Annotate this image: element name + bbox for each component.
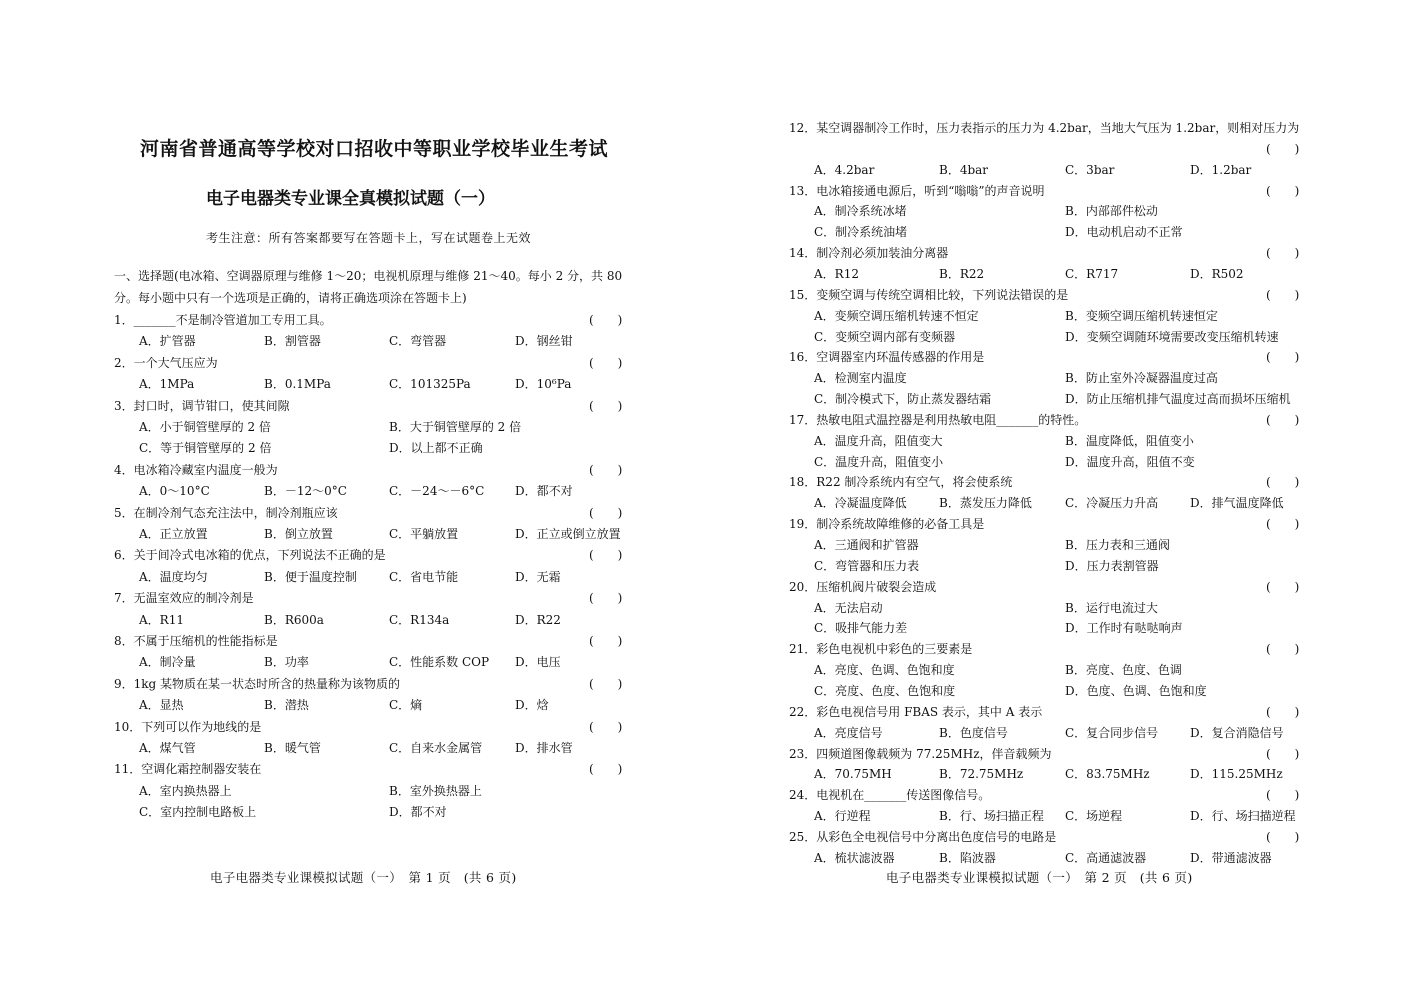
option-d: D．防止压缩机排气温度过高而损坏压缩机	[1065, 392, 1291, 407]
question-stem: 18．R22 制冷系统内有空气，将会使系统	[789, 475, 1013, 490]
section-instructions-line1: 一、选择题(电冰箱、空调器原理与维修 1～20；电视机原理与维修 21～40。每小 2 分，共 80	[114, 269, 623, 283]
option-a: A．R12	[814, 266, 859, 281]
question-stem: 6．关于间冷式电冰箱的优点，下列说法不正确的是	[114, 548, 386, 563]
option-b: B．R600a	[264, 612, 324, 627]
option-d: D．1.2bar	[1190, 162, 1252, 177]
option-c: C．制冷系统油堵	[814, 225, 908, 240]
answer-parentheses: ( )	[1266, 246, 1300, 261]
question-stem: 4．电冰箱冷藏室内温度一般为	[114, 462, 278, 477]
answer-parentheses: ( )	[1266, 412, 1300, 427]
option-d: D．正立或倒立放置	[515, 527, 621, 541]
option-b: B．功率	[264, 655, 309, 670]
question-stem: 1．_______不是制冷管道加工专用工具。	[114, 313, 332, 327]
option-a: A．70.75MH	[814, 767, 892, 782]
answer-parentheses: ( )	[1266, 141, 1300, 156]
question-stem: 24．电视机在_______传送图像信号。	[789, 788, 991, 803]
option-d: D．R22	[515, 612, 561, 627]
option-b: B．4bar	[939, 162, 989, 177]
answer-parentheses: ( )	[1266, 517, 1300, 532]
option-c: C．101325Pa	[389, 377, 471, 392]
answer-parentheses: ( )	[1266, 579, 1300, 594]
option-d: D．10⁶Pa	[515, 377, 572, 392]
option-d: D．无霜	[515, 569, 561, 584]
answer-parentheses: ( )	[1266, 788, 1300, 803]
answer-parentheses: ( )	[589, 676, 623, 691]
option-d: D．工作时有哒哒响声	[1065, 621, 1183, 636]
answer-parentheses: ( )	[1266, 642, 1300, 657]
option-c: C．－24～－6°C	[389, 484, 485, 499]
option-c: C．性能系数 COP	[389, 655, 490, 670]
option-b: B．行、场扫描正程	[939, 809, 1044, 824]
answer-parentheses: ( )	[1266, 350, 1300, 365]
option-a: A．变频空调压缩机转速不恒定	[814, 308, 979, 323]
option-a: A．小于铜管壁厚的 2 倍	[139, 420, 271, 434]
question-stem: 13．电冰箱接通电源后，听到“嗡嗡”的声音说明	[789, 183, 1045, 198]
question-stem: 22．彩色电视信号用 FBAS 表示，其中 A 表示	[789, 704, 1043, 719]
option-b: B．运行电流过大	[1065, 600, 1158, 615]
option-d: D．都不对	[389, 805, 447, 820]
option-b: B．蒸发压力降低	[939, 496, 1032, 511]
option-a: A．正立放置	[139, 527, 208, 541]
answer-parentheses: ( )	[589, 398, 623, 413]
option-b: B．0.1MPa	[264, 377, 331, 392]
answer-parentheses: ( )	[589, 634, 623, 648]
option-d: D．行、场扫描逆程	[1190, 809, 1296, 824]
question-stem: 23．四频道图像载频为 77.25MHz，伴音载频为	[789, 746, 1052, 761]
option-c: C．自来水金属管	[389, 741, 483, 755]
section-instructions-line2: 分。每小题中只有一个选项是正确的，请将正确选项涂在答题卡上)	[114, 291, 467, 305]
option-a: A．0～10°C	[139, 484, 210, 499]
question-stem: 16．空调器室内环温传感器的作用是	[789, 350, 985, 365]
option-a: A．冷凝温度降低	[814, 496, 907, 511]
option-d: D．都不对	[515, 484, 573, 499]
option-c: C．亮度、色度、色饱和度	[814, 683, 956, 698]
question-stem: 10．下列可以作为地线的是	[114, 719, 262, 734]
option-d: D．焓	[515, 698, 549, 713]
option-a: A．检测室内温度	[814, 371, 907, 386]
answer-parentheses: ( )	[589, 719, 623, 734]
option-c: C．场逆程	[1065, 809, 1123, 824]
option-b: B．温度降低，阻值变小	[1065, 433, 1194, 448]
option-b: B．亮度、色度、色调	[1065, 663, 1182, 678]
option-c: C．高通滤波器	[1065, 850, 1147, 865]
option-b: B．72.75MHz	[939, 767, 1024, 782]
option-b: B．便于温度控制	[264, 569, 357, 584]
question-stem: 11．空调化霜控制器安装在	[114, 762, 262, 777]
option-a: A．显热	[139, 698, 184, 713]
answer-parentheses: ( )	[589, 313, 623, 327]
option-d: D．R502	[1190, 266, 1244, 281]
option-a: A．4.2bar	[814, 162, 875, 177]
option-c: C．83.75MHz	[1065, 767, 1150, 782]
option-d: D．115.25MHz	[1190, 767, 1283, 782]
option-b: B．色度信号	[939, 725, 1008, 740]
option-b: B．变频空调压缩机转速恒定	[1065, 308, 1218, 323]
option-a: A．扩管器	[139, 334, 196, 349]
option-c: C．省电节能	[389, 569, 459, 584]
option-d: D．压力表割管器	[1065, 558, 1159, 573]
answer-parentheses: ( )	[1266, 704, 1300, 719]
option-d: D．色度、色调、色饱和度	[1065, 683, 1207, 698]
question-stem: 20．压缩机阀片破裂会造成	[789, 579, 937, 594]
option-b: B．潜热	[264, 698, 309, 713]
answer-parentheses: ( )	[1266, 183, 1300, 198]
option-c: C．复合同步信号	[1065, 725, 1159, 740]
question-stem: 19．制冷系统故障维修的必备工具是	[789, 517, 985, 532]
option-d: D．复合消隐信号	[1190, 725, 1284, 740]
option-b: B．倒立放置	[264, 527, 333, 541]
option-c: C．熵	[389, 698, 423, 713]
option-c: C．变频空调内部有变频器	[814, 329, 956, 344]
option-a: A．温度升高，阻值变大	[814, 433, 943, 448]
question-stem: 17．热敏电阻式温控器是利用热敏电阻_______的特性。	[789, 412, 1087, 427]
option-a: A．温度均匀	[139, 569, 208, 584]
option-d: D．电压	[515, 655, 561, 670]
question-stem: 12．某空调器制冷工作时，压力表指示的压力为 4.2bar，当地大气压为 1.2bar，则相对压力为	[789, 121, 1300, 135]
answer-parentheses: ( )	[1266, 746, 1300, 761]
option-c: C．3bar	[1065, 162, 1115, 177]
option-a: A．亮度、色调、色饱和度	[814, 663, 955, 678]
option-b: B．暖气管	[264, 741, 321, 755]
question-stem: 25．从彩色全电视信号中分离出色度信号的电路是	[789, 829, 1057, 844]
question-stem: 3．封口时，调节钳口，使其间隙	[114, 398, 290, 413]
option-b: B．内部部件松动	[1065, 204, 1158, 219]
option-c: C．制冷模式下，防止蒸发器结霜	[814, 392, 992, 407]
option-b: B．R22	[939, 266, 985, 281]
option-c: C．吸排气能力差	[814, 621, 908, 636]
question-stem: 5．在制冷剂气态充注法中，制冷剂瓶应该	[114, 505, 338, 520]
option-b: B．大于铜管壁厚的 2 倍	[389, 420, 522, 434]
option-a: A．制冷量	[139, 655, 196, 670]
option-c: C．冷凝压力升高	[1065, 496, 1159, 511]
option-a: A．煤气管	[139, 741, 196, 755]
exam-subtitle: 电子电器类专业课全真模拟试题（一）	[206, 189, 495, 209]
option-d: D．排水管	[515, 741, 573, 755]
question-stem: 21．彩色电视机中彩色的三要素是	[789, 642, 973, 657]
option-a: A．制冷系统冰堵	[814, 204, 907, 219]
option-a: A．梳状滤波器	[814, 850, 895, 865]
option-c: C．弯管器和压力表	[814, 558, 920, 573]
option-b: B．压力表和三通阀	[1065, 538, 1170, 552]
answer-parentheses: ( )	[1266, 475, 1300, 490]
answer-parentheses: ( )	[589, 762, 623, 777]
option-d: D．电动机启动不正常	[1065, 225, 1183, 240]
page-2-footer: 电子电器类专业课模拟试题（一） 第 2 页 (共 6 页)	[886, 870, 1193, 885]
option-c: C．室内控制电路板上	[139, 805, 257, 820]
option-a: A．三通阀和扩管器	[814, 538, 919, 552]
option-d: D．带通滤波器	[1190, 850, 1272, 865]
option-b: B．陷波器	[939, 850, 996, 865]
option-a: A．1MPa	[139, 377, 195, 392]
option-c: C．等于铜管壁厚的 2 倍	[139, 441, 272, 456]
option-d: D．变频空调随环境需要改变压缩机转速	[1065, 329, 1279, 344]
question-stem: 9．1kg 某物质在某一状态时所含的热量称为该物质的	[114, 676, 401, 691]
question-stem: 15．变频空调与传统空调相比较，下列说法错误的是	[789, 287, 1069, 302]
answer-parentheses: ( )	[589, 591, 623, 606]
question-stem: 14．制冷剂必须加装油分离器	[789, 246, 949, 261]
option-b: B．室外换热器上	[389, 783, 482, 798]
option-a: A．R11	[139, 612, 184, 627]
question-stem: 2．一个大气压应为	[114, 355, 218, 370]
answer-parentheses: ( )	[1266, 829, 1300, 844]
option-c: C．温度升高，阻值变小	[814, 454, 944, 469]
question-stem: 7．无温室效应的制冷剂是	[114, 591, 254, 606]
option-d: D．温度升高，阻值不变	[1065, 454, 1195, 469]
option-c: C．弯管器	[389, 334, 447, 349]
option-d: D．排气温度降低	[1190, 496, 1284, 511]
option-d: D．以上都不正确	[389, 441, 483, 456]
answer-parentheses: ( )	[1266, 287, 1300, 302]
option-d: D．钢丝钳	[515, 334, 573, 349]
answer-parentheses: ( )	[589, 505, 623, 520]
question-stem: 8．不属于压缩机的性能指标是	[114, 634, 278, 648]
option-b: B．－12～0°C	[264, 484, 347, 499]
answer-parentheses: ( )	[589, 548, 623, 563]
page-1-footer: 电子电器类专业课模拟试题（一） 第 1 页 (共 6 页)	[210, 870, 517, 885]
option-c: C．R134a	[389, 612, 450, 627]
answer-parentheses: ( )	[589, 462, 623, 477]
option-a: A．亮度信号	[814, 725, 883, 740]
option-a: A．无法启动	[814, 600, 883, 615]
option-c: C．R717	[1065, 266, 1119, 281]
option-a: A．室内换热器上	[139, 783, 232, 798]
option-b: B．割管器	[264, 334, 321, 349]
option-b: B．防止室外冷凝器温度过高	[1065, 371, 1218, 386]
option-a: A．行逆程	[814, 809, 871, 824]
exam-title: 河南省普通高等学校对口招收中等职业学校毕业生考试	[140, 138, 609, 160]
candidate-notice: 考生注意：所有答案都要写在答题卡上，写在试题卷上无效	[206, 231, 532, 245]
option-c: C．平躺放置	[389, 527, 459, 541]
answer-parentheses: ( )	[589, 355, 623, 370]
